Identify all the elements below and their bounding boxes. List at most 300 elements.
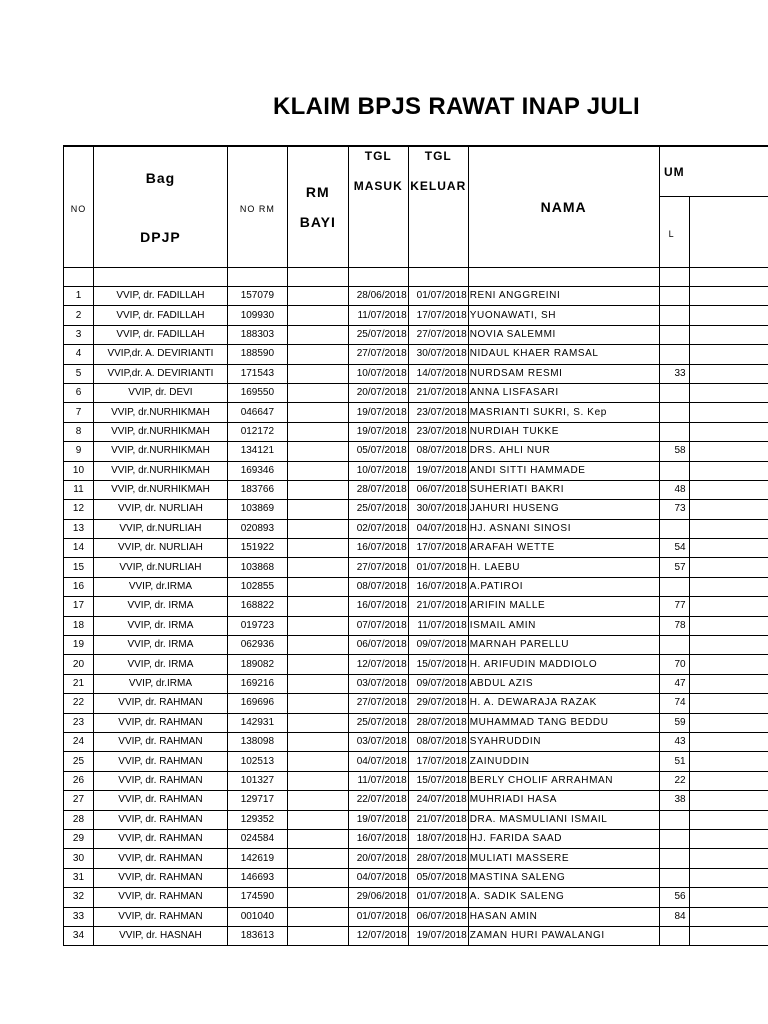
table-row	[64, 287, 768, 306]
header-tgl-label: TGL	[424, 149, 452, 163]
header-tgl-masuk	[348, 146, 408, 268]
row-tgl-masuk: 16/07/2018	[348, 539, 408, 558]
row-rm-bayi	[287, 519, 348, 538]
header-l-label: L	[668, 228, 674, 239]
table-row	[64, 694, 768, 713]
row-umur-p	[689, 926, 768, 945]
row-umur-p	[689, 752, 768, 771]
row-umur-p	[689, 403, 768, 422]
row-tgl-keluar: 21/07/2018	[408, 810, 468, 829]
row-umur-p	[689, 868, 768, 887]
table-row	[64, 519, 768, 538]
row-tgl-masuk: 07/07/2018	[348, 616, 408, 635]
row-nama: A.PATIROI	[468, 577, 659, 596]
row-tgl-keluar: 17/07/2018	[408, 752, 468, 771]
row-rm-bayi	[287, 345, 348, 364]
row-no: 4	[64, 345, 94, 364]
header-dpjp-label: DPJP	[140, 228, 181, 245]
row-nama: NURDIAH TUKKE	[468, 422, 659, 441]
row-rm-bayi	[287, 868, 348, 887]
table-row	[64, 500, 768, 519]
row-no-rm: 046647	[227, 403, 287, 422]
row-umur-p	[689, 519, 768, 538]
row-tgl-masuk: 28/06/2018	[348, 287, 408, 306]
header-bag-label: Bag	[145, 169, 176, 186]
row-no: 22	[64, 694, 94, 713]
row-no: 23	[64, 713, 94, 732]
row-nama: JAHURI HUSENG	[468, 500, 659, 519]
row-tgl-keluar: 09/07/2018	[408, 636, 468, 655]
row-rm-bayi	[287, 713, 348, 732]
row-nama: NOVIA SALEMMI	[468, 325, 659, 344]
row-nama: ISMAIL AMIN	[468, 616, 659, 635]
header-nama	[468, 146, 659, 268]
table-row	[64, 868, 768, 887]
header-bag-dpjp	[93, 146, 227, 268]
row-rm-bayi	[287, 558, 348, 577]
table-row	[64, 888, 768, 907]
row-tgl-keluar: 21/07/2018	[408, 597, 468, 616]
row-tgl-keluar: 14/07/2018	[408, 364, 468, 383]
row-rm-bayi	[287, 655, 348, 674]
row-tgl-keluar: 01/07/2018	[408, 287, 468, 306]
row-umur-l: 47	[659, 674, 689, 693]
row-umur-l: 33	[659, 364, 689, 383]
header-bayi-label: BAYI	[299, 214, 336, 230]
table-row	[64, 810, 768, 829]
row-nama: H. A. DEWARAJA RAZAK	[468, 694, 659, 713]
row-umur-p	[689, 771, 768, 790]
row-no-rm: 001040	[227, 907, 287, 926]
row-tgl-masuk: 29/06/2018	[348, 888, 408, 907]
row-tgl-masuk: 10/07/2018	[348, 461, 408, 480]
row-umur-p	[689, 849, 768, 868]
header-nama-label: NAMA	[540, 199, 587, 215]
row-umur-l	[659, 287, 689, 306]
row-tgl-keluar: 28/07/2018	[408, 849, 468, 868]
row-no: 30	[64, 849, 94, 868]
row-rm-bayi	[287, 810, 348, 829]
row-rm-bayi	[287, 597, 348, 616]
table-row	[64, 926, 768, 945]
row-umur-p	[689, 306, 768, 325]
table-row	[64, 616, 768, 635]
row-tgl-keluar: 19/07/2018	[408, 926, 468, 945]
row-dpjp: VVIP, dr. NURLIAH	[93, 500, 227, 519]
row-dpjp: VVIP, dr. RAHMAN	[93, 868, 227, 887]
row-rm-bayi	[287, 791, 348, 810]
row-nama: NURDSAM RESMI	[468, 364, 659, 383]
table-row	[64, 422, 768, 441]
row-rm-bayi	[287, 752, 348, 771]
row-no-rm: 157079	[227, 287, 287, 306]
row-tgl-masuk: 20/07/2018	[348, 383, 408, 402]
row-dpjp: VVIP,dr. A. DEVIRIANTI	[93, 345, 227, 364]
row-no: 14	[64, 539, 94, 558]
row-dpjp: VVIP, dr.IRMA	[93, 674, 227, 693]
row-no: 5	[64, 364, 94, 383]
row-rm-bayi	[287, 403, 348, 422]
row-tgl-keluar: 04/07/2018	[408, 519, 468, 538]
row-tgl-keluar: 24/07/2018	[408, 791, 468, 810]
row-rm-bayi	[287, 907, 348, 926]
row-no: 27	[64, 791, 94, 810]
row-no-rm: 168822	[227, 597, 287, 616]
row-rm-bayi	[287, 829, 348, 848]
row-rm-bayi	[287, 616, 348, 635]
row-no: 28	[64, 810, 94, 829]
row-umur-l	[659, 461, 689, 480]
row-no-rm: 174590	[227, 888, 287, 907]
row-tgl-masuk: 10/07/2018	[348, 364, 408, 383]
table-row	[64, 345, 768, 364]
row-tgl-masuk: 25/07/2018	[348, 713, 408, 732]
row-umur-p	[689, 616, 768, 635]
row-tgl-keluar: 09/07/2018	[408, 674, 468, 693]
row-tgl-masuk: 11/07/2018	[348, 771, 408, 790]
table-row	[64, 539, 768, 558]
row-umur-l	[659, 636, 689, 655]
row-no: 18	[64, 616, 94, 635]
row-no-rm: 020893	[227, 519, 287, 538]
row-umur-p	[689, 694, 768, 713]
row-tgl-keluar: 18/07/2018	[408, 829, 468, 848]
row-no-rm: 189082	[227, 655, 287, 674]
row-rm-bayi	[287, 383, 348, 402]
row-tgl-masuk: 02/07/2018	[348, 519, 408, 538]
row-dpjp: VVIP, dr. FADILLAH	[93, 287, 227, 306]
header-rm-label: RM	[305, 184, 330, 200]
row-umur-p	[689, 810, 768, 829]
row-tgl-keluar: 16/07/2018	[408, 577, 468, 596]
row-umur-l: 84	[659, 907, 689, 926]
row-umur-l: 54	[659, 539, 689, 558]
row-dpjp: VVIP, dr. IRMA	[93, 597, 227, 616]
row-no: 8	[64, 422, 94, 441]
row-no: 1	[64, 287, 94, 306]
row-umur-l	[659, 810, 689, 829]
row-umur-p	[689, 539, 768, 558]
row-umur-l	[659, 403, 689, 422]
row-tgl-keluar: 01/07/2018	[408, 888, 468, 907]
row-tgl-masuk: 03/07/2018	[348, 674, 408, 693]
table-row	[64, 480, 768, 499]
row-no: 12	[64, 500, 94, 519]
header-no-rm-label: NO RM	[239, 203, 275, 214]
row-nama: MULIATI MASSERE	[468, 849, 659, 868]
row-nama: MARNAH PARELLU	[468, 636, 659, 655]
row-dpjp: VVIP, dr. DEVI	[93, 383, 227, 402]
row-umur-l: 38	[659, 791, 689, 810]
row-no: 24	[64, 732, 94, 751]
row-nama: NIDAUL KHAER RAMSAL	[468, 345, 659, 364]
table-row	[64, 771, 768, 790]
row-dpjp: VVIP, dr. RAHMAN	[93, 713, 227, 732]
row-umur-l	[659, 849, 689, 868]
row-tgl-masuk: 03/07/2018	[348, 732, 408, 751]
row-umur-l	[659, 422, 689, 441]
header-p	[689, 197, 768, 268]
table-row	[64, 306, 768, 325]
row-umur-l: 57	[659, 558, 689, 577]
row-umur-p	[689, 461, 768, 480]
table-row	[64, 674, 768, 693]
row-no: 17	[64, 597, 94, 616]
row-no: 7	[64, 403, 94, 422]
row-tgl-keluar: 08/07/2018	[408, 442, 468, 461]
header-l	[659, 197, 689, 268]
row-no-rm: 129717	[227, 791, 287, 810]
row-tgl-keluar: 23/07/2018	[408, 403, 468, 422]
row-nama: H. ARIFUDIN MADDIOLO	[468, 655, 659, 674]
row-no-rm: 012172	[227, 422, 287, 441]
row-dpjp: VVIP, dr.NURLIAH	[93, 558, 227, 577]
row-tgl-masuk: 28/07/2018	[348, 480, 408, 499]
row-no-rm: 142619	[227, 849, 287, 868]
row-tgl-masuk: 04/07/2018	[348, 752, 408, 771]
row-tgl-keluar: 06/07/2018	[408, 907, 468, 926]
row-tgl-masuk: 19/07/2018	[348, 403, 408, 422]
row-no-rm: 019723	[227, 616, 287, 635]
row-umur-l: 48	[659, 480, 689, 499]
row-tgl-masuk: 27/07/2018	[348, 694, 408, 713]
row-nama: ARIFIN MALLE	[468, 597, 659, 616]
row-rm-bayi	[287, 461, 348, 480]
header-no-rm	[227, 146, 287, 268]
row-umur-l	[659, 383, 689, 402]
row-umur-l: 70	[659, 655, 689, 674]
row-no-rm: 103869	[227, 500, 287, 519]
row-dpjp: VVIP, dr. RAHMAN	[93, 771, 227, 790]
row-no-rm: 129352	[227, 810, 287, 829]
row-nama: YUONAWATI, SH	[468, 306, 659, 325]
row-no-rm: 169696	[227, 694, 287, 713]
blank-row	[64, 268, 768, 287]
row-umur-l: 58	[659, 442, 689, 461]
row-umur-l	[659, 829, 689, 848]
row-dpjp: VVIP, dr. RAHMAN	[93, 907, 227, 926]
row-rm-bayi	[287, 442, 348, 461]
header-no-label: NO	[70, 203, 87, 214]
row-nama: RENI ANGGREINI	[468, 287, 659, 306]
row-no: 21	[64, 674, 94, 693]
row-no-rm: 024584	[227, 829, 287, 848]
row-umur-p	[689, 422, 768, 441]
row-dpjp: VVIP, dr. RAHMAN	[93, 810, 227, 829]
row-umur-l	[659, 306, 689, 325]
row-rm-bayi	[287, 325, 348, 344]
row-rm-bayi	[287, 674, 348, 693]
row-umur-l	[659, 868, 689, 887]
row-no-rm: 169346	[227, 461, 287, 480]
row-tgl-keluar: 08/07/2018	[408, 732, 468, 751]
table-row	[64, 325, 768, 344]
row-tgl-keluar: 23/07/2018	[408, 422, 468, 441]
table-row	[64, 597, 768, 616]
table-row	[64, 655, 768, 674]
row-umur-p	[689, 907, 768, 926]
row-umur-p	[689, 558, 768, 577]
row-umur-l	[659, 577, 689, 596]
row-umur-p	[689, 597, 768, 616]
row-nama: HJ. ASNANI SINOSI	[468, 519, 659, 538]
row-umur-l: 51	[659, 752, 689, 771]
row-rm-bayi	[287, 287, 348, 306]
row-tgl-masuk: 27/07/2018	[348, 558, 408, 577]
row-umur-p	[689, 287, 768, 306]
row-rm-bayi	[287, 422, 348, 441]
row-umur-l	[659, 345, 689, 364]
row-tgl-masuk: 20/07/2018	[348, 849, 408, 868]
row-no-rm: 102855	[227, 577, 287, 596]
row-no-rm: 062936	[227, 636, 287, 655]
row-no: 31	[64, 868, 94, 887]
row-dpjp: VVIP, dr. RAHMAN	[93, 829, 227, 848]
row-no: 29	[64, 829, 94, 848]
row-umur-p	[689, 829, 768, 848]
row-nama: DRA. MASMULIANI ISMAIL	[468, 810, 659, 829]
row-nama: DRS. AHLI NUR	[468, 442, 659, 461]
row-tgl-keluar: 05/07/2018	[408, 868, 468, 887]
row-tgl-keluar: 11/07/2018	[408, 616, 468, 635]
header-umur-label: UM	[664, 165, 685, 180]
row-nama: H. LAEBU	[468, 558, 659, 577]
row-rm-bayi	[287, 636, 348, 655]
row-umur-l: 22	[659, 771, 689, 790]
row-nama: MUHAMMAD TANG BEDDU	[468, 713, 659, 732]
table-row	[64, 636, 768, 655]
claims-table-container	[63, 145, 768, 946]
row-tgl-masuk: 19/07/2018	[348, 810, 408, 829]
row-umur-p	[689, 713, 768, 732]
row-no: 9	[64, 442, 94, 461]
row-dpjp: VVIP, dr. RAHMAN	[93, 732, 227, 751]
row-tgl-masuk: 04/07/2018	[348, 868, 408, 887]
row-nama: ARAFAH WETTE	[468, 539, 659, 558]
row-tgl-masuk: 22/07/2018	[348, 791, 408, 810]
row-umur-p	[689, 674, 768, 693]
row-tgl-masuk: 01/07/2018	[348, 907, 408, 926]
row-nama: MASRIANTI SUKRI, S. Kep	[468, 403, 659, 422]
row-dpjp: VVIP, dr. IRMA	[93, 636, 227, 655]
row-rm-bayi	[287, 888, 348, 907]
row-no-rm: 169550	[227, 383, 287, 402]
row-umur-p	[689, 636, 768, 655]
row-tgl-masuk: 06/07/2018	[348, 636, 408, 655]
row-rm-bayi	[287, 771, 348, 790]
row-umur-l: 73	[659, 500, 689, 519]
row-no: 26	[64, 771, 94, 790]
row-dpjp: VVIP, dr. HASNAH	[93, 926, 227, 945]
page-title: KLAIM BPJS RAWAT INAP JULI	[273, 93, 640, 120]
row-umur-l: 78	[659, 616, 689, 635]
header-umur	[659, 146, 689, 197]
row-no: 6	[64, 383, 94, 402]
row-umur-p	[689, 345, 768, 364]
row-umur-l	[659, 519, 689, 538]
header-keluar-label: KELUAR	[410, 179, 467, 193]
row-rm-bayi	[287, 500, 348, 519]
row-umur-p	[689, 364, 768, 383]
row-nama: ANDI SITTI HAMMADE	[468, 461, 659, 480]
row-dpjp: VVIP, dr. FADILLAH	[93, 325, 227, 344]
table-row	[64, 752, 768, 771]
row-nama: MASTINA SALENG	[468, 868, 659, 887]
row-tgl-masuk: 08/07/2018	[348, 577, 408, 596]
table-row	[64, 364, 768, 383]
header-tgl-label: TGL	[364, 149, 392, 163]
row-dpjp: VVIP, dr. NURLIAH	[93, 539, 227, 558]
row-nama: A. SADIK SALENG	[468, 888, 659, 907]
row-tgl-keluar: 06/07/2018	[408, 480, 468, 499]
row-no: 34	[64, 926, 94, 945]
table-row	[64, 732, 768, 751]
row-no: 15	[64, 558, 94, 577]
row-tgl-masuk: 27/07/2018	[348, 345, 408, 364]
row-umur-l: 77	[659, 597, 689, 616]
row-tgl-masuk: 25/07/2018	[348, 325, 408, 344]
row-no-rm: 134121	[227, 442, 287, 461]
row-no-rm: 101327	[227, 771, 287, 790]
row-no-rm: 109930	[227, 306, 287, 325]
row-umur-l	[659, 926, 689, 945]
row-tgl-keluar: 28/07/2018	[408, 713, 468, 732]
table-row	[64, 558, 768, 577]
row-tgl-keluar: 15/07/2018	[408, 771, 468, 790]
table-row	[64, 907, 768, 926]
table-row	[64, 383, 768, 402]
row-nama: ZAINUDDIN	[468, 752, 659, 771]
row-nama: ZAMAN HURI PAWALANGI	[468, 926, 659, 945]
row-nama: SYAHRUDDIN	[468, 732, 659, 751]
row-umur-l: 56	[659, 888, 689, 907]
row-tgl-masuk: 19/07/2018	[348, 422, 408, 441]
row-tgl-masuk: 12/07/2018	[348, 926, 408, 945]
row-umur-p	[689, 500, 768, 519]
row-no-rm: 183613	[227, 926, 287, 945]
row-umur-p	[689, 791, 768, 810]
row-dpjp: VVIP, dr. RAHMAN	[93, 694, 227, 713]
row-umur-l: 59	[659, 713, 689, 732]
row-tgl-masuk: 05/07/2018	[348, 442, 408, 461]
row-rm-bayi	[287, 364, 348, 383]
header-tgl-keluar	[408, 146, 468, 268]
row-dpjp: VVIP, dr. RAHMAN	[93, 791, 227, 810]
row-tgl-keluar: 17/07/2018	[408, 306, 468, 325]
row-umur-l: 43	[659, 732, 689, 751]
row-rm-bayi	[287, 480, 348, 499]
row-umur-p	[689, 325, 768, 344]
row-dpjp: VVIP, dr.NURLIAH	[93, 519, 227, 538]
row-no: 33	[64, 907, 94, 926]
table-row	[64, 791, 768, 810]
row-no: 19	[64, 636, 94, 655]
table-row	[64, 461, 768, 480]
row-tgl-keluar: 15/07/2018	[408, 655, 468, 674]
row-no: 13	[64, 519, 94, 538]
row-nama: ABDUL AZIS	[468, 674, 659, 693]
row-dpjp: VVIP, dr. RAHMAN	[93, 888, 227, 907]
row-rm-bayi	[287, 539, 348, 558]
row-umur-p	[689, 888, 768, 907]
header-masuk-label: MASUK	[353, 179, 403, 193]
header-rm-bayi	[287, 146, 348, 268]
row-no-rm: 142931	[227, 713, 287, 732]
row-tgl-masuk: 16/07/2018	[348, 597, 408, 616]
row-umur-p	[689, 655, 768, 674]
row-no: 11	[64, 480, 94, 499]
row-dpjp: VVIP, dr. IRMA	[93, 655, 227, 674]
